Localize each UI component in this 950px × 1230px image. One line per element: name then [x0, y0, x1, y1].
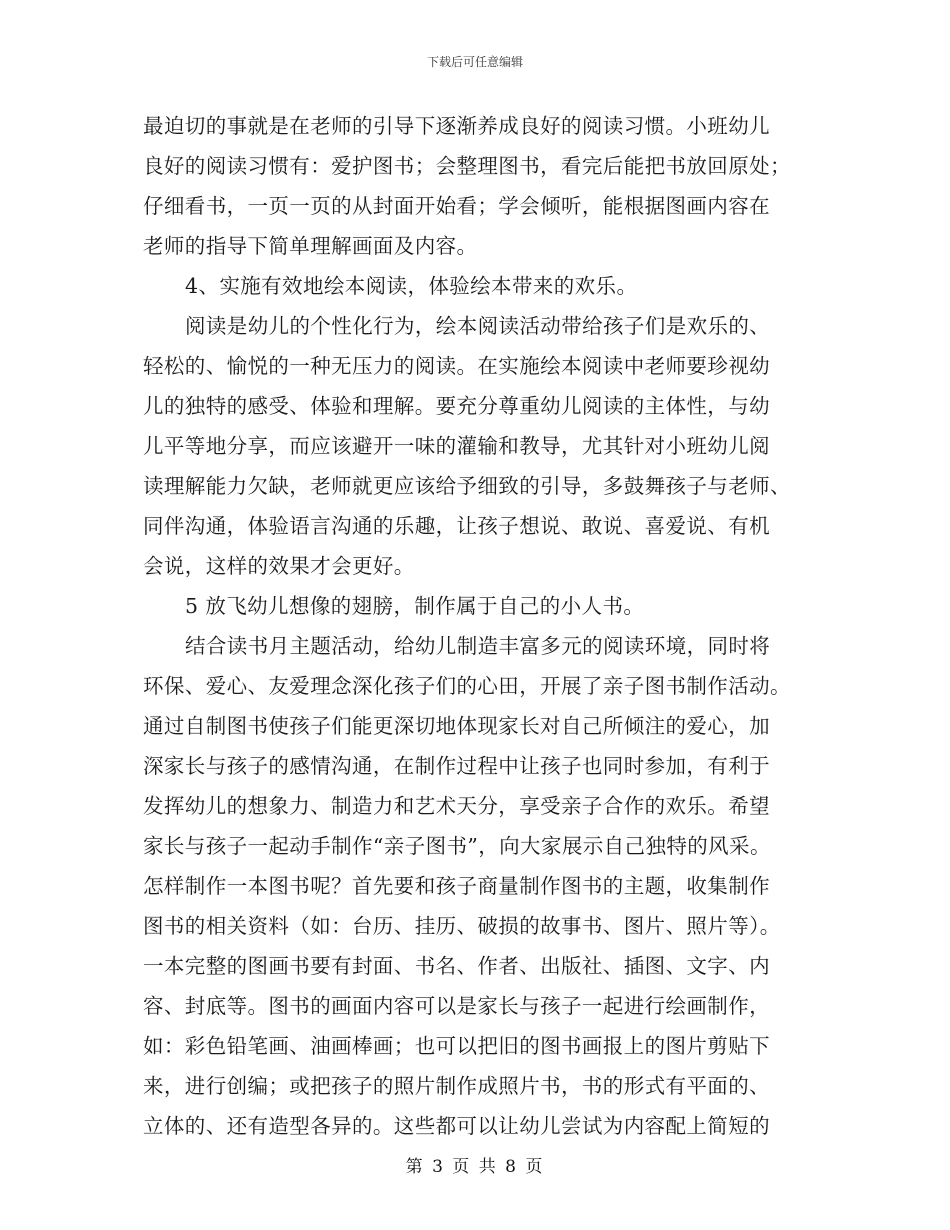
- text-line: 同伴沟通，体验语言沟通的乐趣，让孩子想说、敢说、喜爱说、有机: [143, 514, 770, 538]
- text-line: 阅读是幼儿的个性化行为，绘本阅读活动带给孩子们是欢乐的、: [185, 314, 771, 338]
- text-line: 良好的阅读习惯有：爱护图书；会整理图书，看完后能把书放回原处；: [143, 154, 791, 178]
- text-line: 图书的相关资料（如：台历、挂历、破损的故事书、图片、照片等）。: [143, 914, 781, 938]
- document-body: [143, 106, 808, 1146]
- text-line: 通过自制图书使孩子们能更深切地体现家长对自己所倾注的爱心，加: [143, 714, 770, 738]
- text-line: 立体的、还有造型各异的。这些都可以让幼儿尝试为内容配上简短的: [143, 1114, 770, 1138]
- text-line: 老师的指导下简单理解画面及内容。: [143, 234, 478, 258]
- text-line: 仔细看书，一页一页的从封面开始看；学会倾听，能根据图画内容在: [143, 194, 770, 218]
- text-line: 发挥幼儿的想象力、制造力和艺术天分，享受亲子合作的欢乐。希望: [143, 794, 770, 818]
- text-line: 来，进行创编；或把孩子的照片制作成照片书，书的形式有平面的、: [143, 1074, 770, 1098]
- text-line: 轻松的、愉悦的一种无压力的阅读。在实施绘本阅读中老师要珍视幼: [143, 354, 770, 378]
- page-number: 第 3 页 共 8 页: [405, 1157, 545, 1177]
- text-line: 最迫切的事就是在老师的引导下逐渐养成良好的阅读习惯。小班幼儿: [143, 114, 770, 138]
- text-line: 容、封底等。图书的画面内容可以是家长与孩子一起进行绘画制作，: [143, 994, 770, 1018]
- text-line: 结合读书月主题活动，给幼儿制造丰富多元的阅读环境，同时将: [185, 634, 771, 658]
- text-line: 深家长与孩子的感情沟通，在制作过程中让孩子也同时参加，有利于: [143, 754, 770, 778]
- text-line: 家长与孩子一起动手制作“亲子图书”，向大家展示自己独特的风采。: [143, 834, 771, 858]
- section-heading-5: 5 放飞幼儿想像的翅膀，制作属于自己的小人书。: [185, 594, 645, 618]
- section-heading-4: 4、实施有效地绘本阅读，体验绘本带来的欢乐。: [185, 274, 638, 298]
- text-line: 一本完整的图画书要有封面、书名、作者、出版社、插图、文字、内: [143, 954, 770, 978]
- text-line: 如：彩色铅笔画、油画棒画；也可以把旧的图书画报上的图片剪贴下: [143, 1034, 770, 1058]
- text-line: 环保、爱心、友爱理念深化孩子们的心田，开展了亲子图书制作活动。: [143, 674, 791, 698]
- text-line: 会说，这样的效果才会更好。: [143, 554, 415, 578]
- page-header-note: 下载后可任意编辑: [426, 55, 523, 69]
- text-line: 怎样制作一本图书呢？首先要和孩子商量制作图书的主题，收集制作: [143, 874, 770, 898]
- text-line: 读理解能力欠缺，老师就更应该给予细致的引导，多鼓舞孩子与老师、: [143, 474, 791, 498]
- text-line: 儿平等地分享，而应该避开一味的灌输和教导，尤其针对小班幼儿阅: [143, 434, 770, 458]
- text-line: 儿的独特的感受、体验和理解。要充分尊重幼儿阅读的主体性，与幼: [143, 394, 770, 418]
